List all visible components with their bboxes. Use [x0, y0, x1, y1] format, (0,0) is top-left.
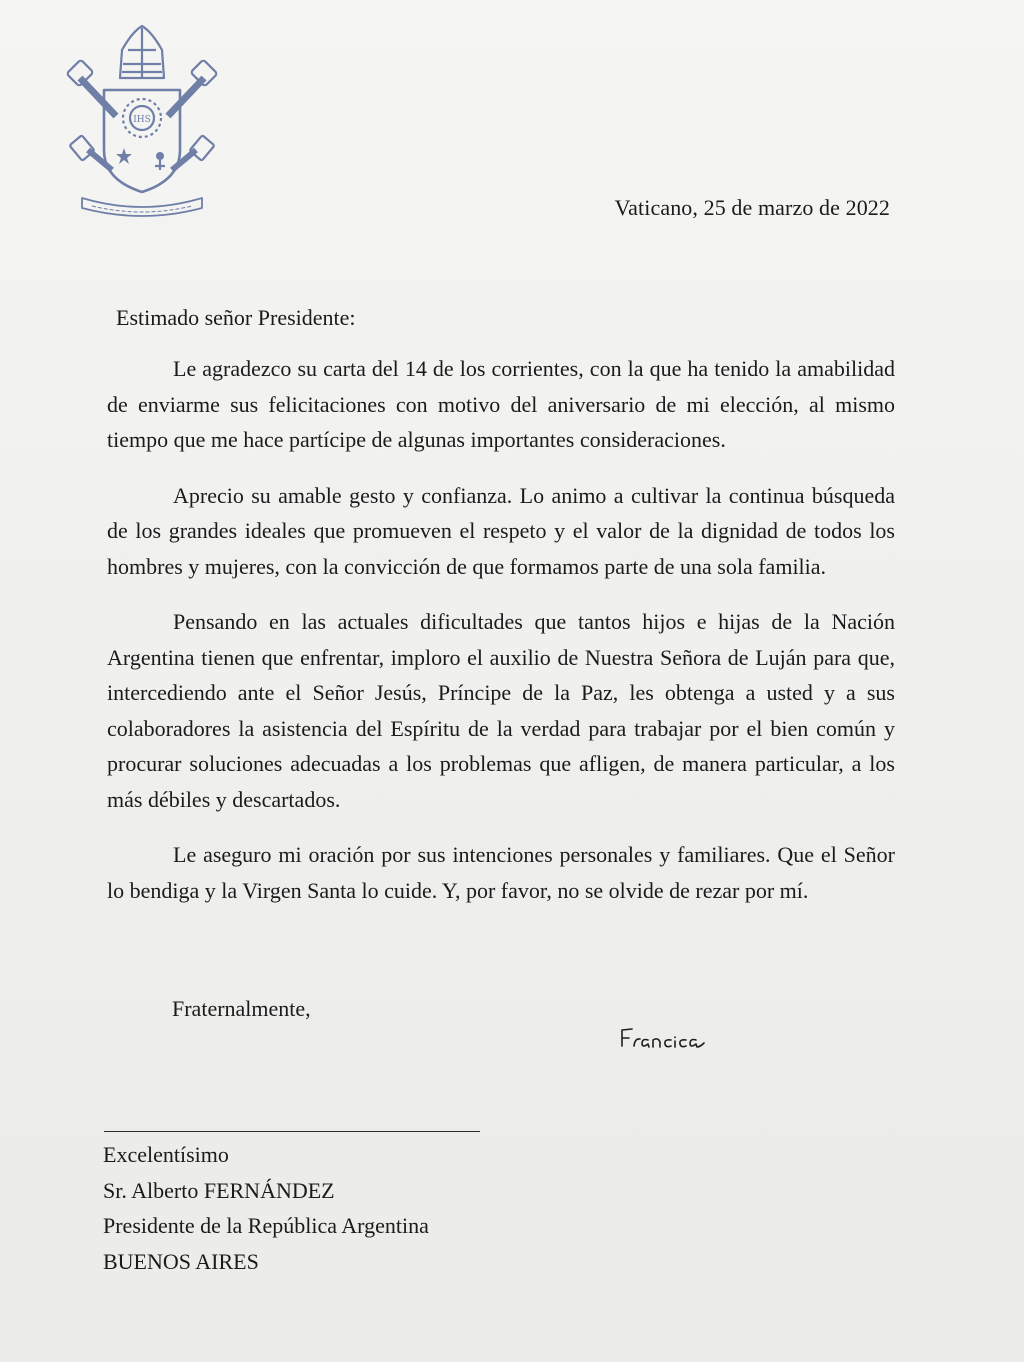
paragraph-2: Aprecio su amable gesto y confianza. Lo animo a cultivar la continua búsqueda de los grandes ideales que promueven el respeto y el valor de la dignidad de todos los hombres y mujeres, con la convicción de que formamos parte de una sola familia. [107, 482, 895, 579]
letter-date: Vaticano, 25 de marzo de 2022 [614, 195, 890, 220]
paragraph-3: Pensando en las actuales dificultades que tantos hijos e hijas de la Nación Argentina tienen que enfrentar, imploro el auxilio de Nuestra Señora de Luján para que, intercediendo ante el Señor Jesús, Príncipe de la Paz, les obtenga a usted y a sus colaboradores la asistencia del Espíritu de la verdad para trabajar por el bien común y procurar soluciones adecuadas a los problemas que afligen, de manera particular, a los más débiles y descartados. [107, 609, 895, 812]
signature-divider [104, 1131, 480, 1132]
addressee-title: Presidente de la República Argentina [103, 1213, 429, 1238]
papal-coat-of-arms-icon [62, 20, 222, 220]
addressee-city: BUENOS AIRES [103, 1248, 259, 1274]
paragraph-4: Le aseguro mi oración por sus intenciones personales y familiares. Que el Señor lo bendiga y la Virgen Santa lo cuide. Y, por favor, no se olvide de rezar por mí. [107, 842, 895, 903]
paragraph-1: Le agradezco su carta del 14 de los corrientes, con la que ha tenido la amabilidad de enviarme sus felicitaciones con motivo del aniversario de mi elección, al mismo tiempo que me hace partícipe de algunas importantes consideraciones. [107, 356, 895, 452]
letter-body [107, 351, 895, 928]
svg-text:IHS: IHS [133, 115, 151, 125]
signature-icon [618, 1026, 708, 1052]
salutation: Estimado señor Presidente: [116, 305, 356, 330]
closing: Fraternalmente, [172, 996, 311, 1021]
addressee-name: Sr. Alberto FERNÁNDEZ [103, 1177, 335, 1203]
addressee-honorific: Excelentísimo [103, 1142, 229, 1167]
addressee-block [103, 1137, 429, 1279]
